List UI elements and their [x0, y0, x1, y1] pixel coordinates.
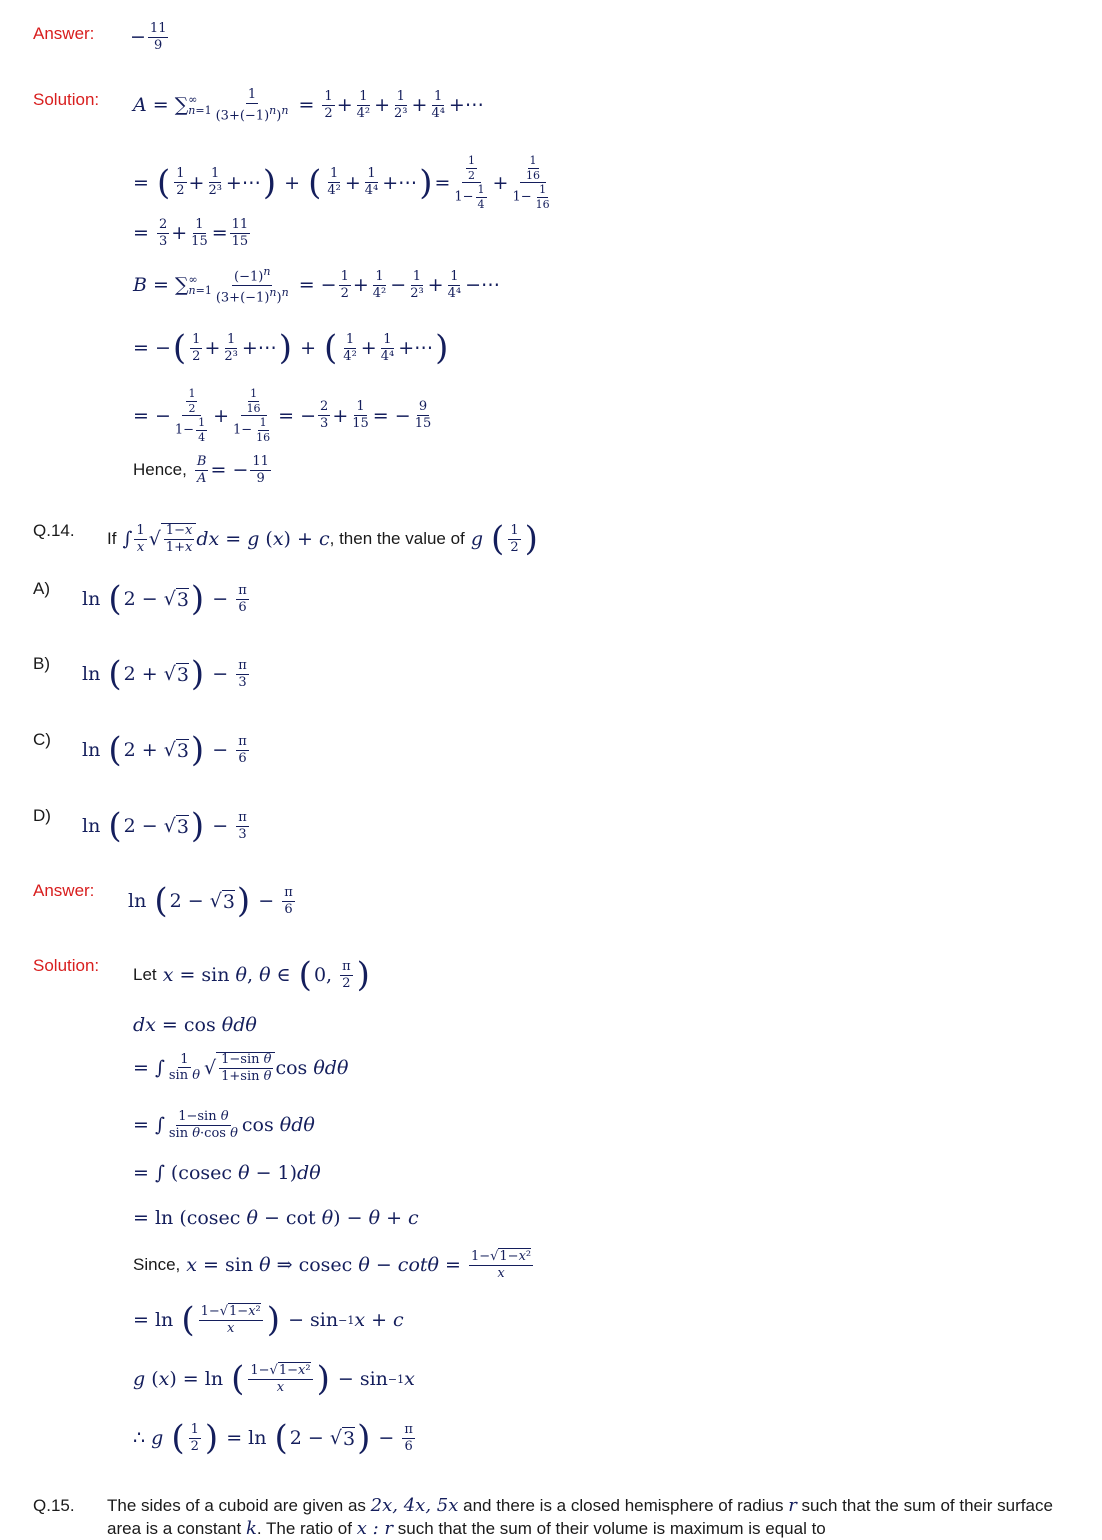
q15-line2-after: such that the sum of their volume is maximum is equal to — [397, 1519, 826, 1538]
solution-label: Solution: — [33, 90, 100, 109]
answer-label: Answer: — [33, 24, 95, 43]
solution-14-gx: g ( x ) = ln ( 1−√1−x² x ) − sin −1 x — [133, 1359, 415, 1399]
q15-ratio: x : r — [356, 1518, 393, 1539]
question-number-14: Q.14. — [33, 521, 75, 540]
option-c-label[interactable]: C) — [33, 730, 51, 749]
option-d-label[interactable]: D) — [33, 806, 51, 825]
q15-sides: 2x, 4x, 5x — [370, 1495, 459, 1516]
q15-text-before: The sides of a cuboid are given as — [107, 1496, 366, 1515]
solution-14-dx: dx = cos θ dθ — [133, 1014, 257, 1036]
let-label: Let — [133, 965, 157, 984]
q15-text-after: such that the sum of their surface — [801, 1496, 1053, 1515]
option-b-label[interactable]: B) — [33, 654, 50, 673]
q15-radius: r — [788, 1495, 797, 1516]
solution-14-integral-2: = ∫ 1−sin θ sin θ·cos θ cos θ dθ — [133, 1109, 315, 1141]
answer-label-14: Answer: — [33, 881, 95, 900]
answer-value: − 11 9 — [130, 21, 167, 53]
if-label: If — [107, 529, 117, 548]
answer-value-14: ln ( 2 − √ 3 ) − π 6 — [128, 881, 293, 921]
question-number-15: Q.15. — [33, 1496, 75, 1515]
q15-line2-before: area is a constant — [107, 1519, 242, 1538]
solution-14-integral-3: = ∫ (cosec θ − 1) dθ — [133, 1162, 321, 1184]
question-14-text: If ∫ 1 x √ $\frac{1-x}{1+x}$ dx = g ( x ) + c , then the value of g ( 1 2 ) — [107, 519, 538, 559]
option-d-value[interactable]: ln ( 2 − √ 3 ) − π 3 — [82, 806, 247, 846]
solution-line-b-split: = − ( 1 2 + 1 2³ +⋯ ) + ( 1 4² + 1 4⁴ +⋯ ) — [133, 328, 449, 368]
solution-line-a-result: = 2 3 + 1 15 = 11 15 — [133, 217, 249, 249]
solution-hence: Hence, B A = − 11 9 — [133, 454, 269, 486]
option-b-value[interactable]: ln ( 2 + √ 3 ) − π 3 — [82, 654, 247, 694]
solution-14-integral-1: = ∫ 1 sin θ √ $\frac{\text{1−sin θ}}{\text{1+sin θ}}$ cos θ dθ — [133, 1051, 349, 1084]
q15-k: k — [245, 1518, 257, 1539]
option-c-value[interactable]: ln ( 2 + √ 3 ) − π 6 — [82, 730, 247, 770]
solution-14-integral-4: = ln (cosec θ − cot θ ) − θ + c — [133, 1207, 419, 1229]
option-a-label[interactable]: A) — [33, 579, 50, 598]
solution-14-final: ∴ g ( 1 2 ) = ln ( 2 − √ 3 ) − π 6 — [133, 1418, 413, 1458]
option-a-value[interactable]: ln ( 2 − √ 3 ) − π 6 — [82, 579, 247, 619]
hence-label: Hence, — [133, 460, 187, 480]
solution-line-b-result: = − $\frac{1}{2}$ 1− $\frac{1}{4}$ + $\frac{1}{16}$ 1− $\frac{1}{16}$ = − 2 3 + 1 15 = − 9 15 — [133, 387, 432, 444]
then-value-label: , then the value of — [329, 529, 465, 548]
question-15-text — [107, 1494, 1092, 1540]
since-label: Since, — [133, 1255, 181, 1275]
q15-text-mid: and there is a closed hemisphere of radius — [463, 1496, 784, 1515]
solution-label-14: Solution: — [33, 956, 100, 975]
solution-line-b-def: B = ∑ ∞ n=1 $(-1)^n$ $(3+(-1)^n)^n$ = − 1 2 + 1 4² − 1 2³ + 1 4⁴ −⋯ — [133, 265, 500, 306]
solution-14-since: Since, x = sin θ ⇒ cosec θ − cotθ = 1−√1−x² x — [133, 1249, 532, 1281]
solution-line-a-def: A = ∑ ∞ n=1 1 $(3+(-1)^n)^n$ = 1 2 + 1 4² + 1 2³ + 1 4⁴ +⋯ — [133, 87, 484, 123]
solution-14-let: Let x = sin θ , θ ∈ ( 0, π 2 ) — [133, 955, 370, 995]
q15-line2-mid: . The ratio of — [256, 1519, 352, 1538]
solution-14-ln: = ln ( 1−√1−x² x ) − sin −1 x + c — [133, 1300, 404, 1340]
solution-line-a-split: = ( 1 2 + 1 2³ +⋯ ) + ( 1 4² + 1 4⁴ +⋯ ) = $\frac{1}{2}$ 1− $\frac{1}{4}$ + $\frac{1}{16}$ 1− $\frac{1}{16}$ — [133, 154, 550, 211]
